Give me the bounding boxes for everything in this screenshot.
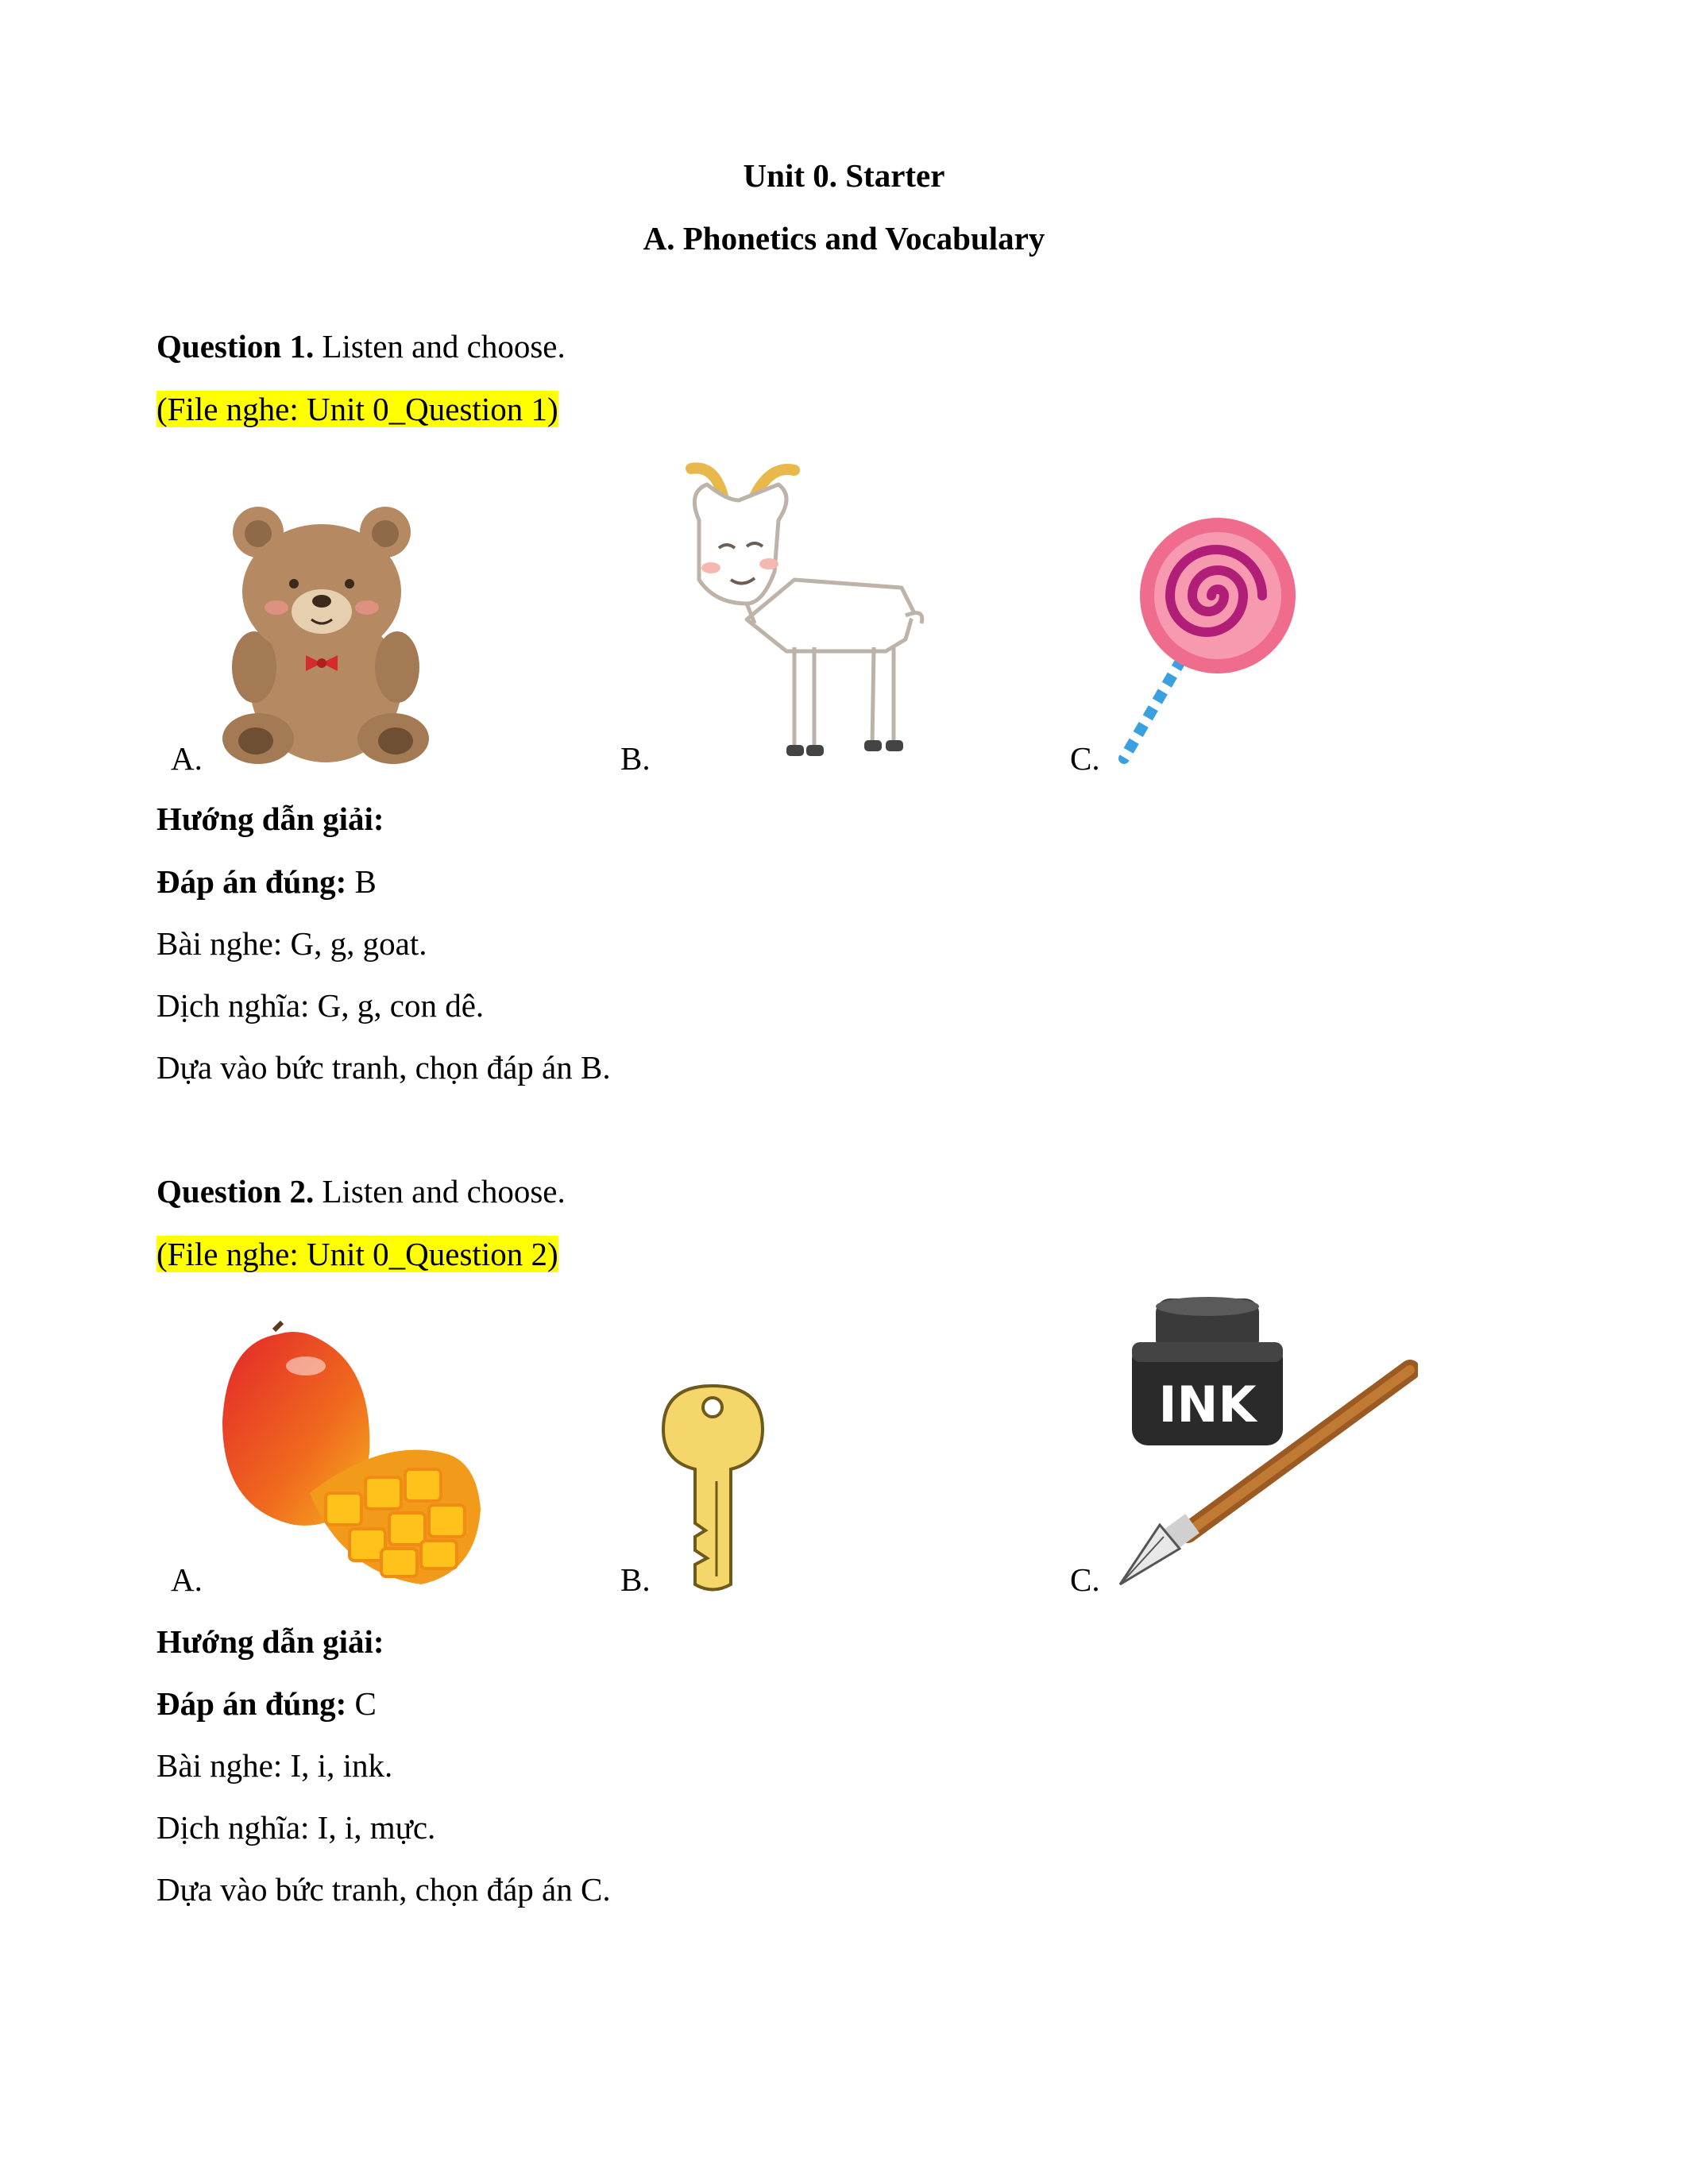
question-1-listening: Bài nghe: G, g, goat. <box>156 925 427 962</box>
question-1-translation: Dịch nghĩa: G, g, con dê. <box>156 987 485 1024</box>
question-2-heading: Question 2. Listen and choose. <box>156 1173 566 1210</box>
question-1-file-note[interactable]: (File nghe: Unit 0_Question 1) <box>156 391 558 427</box>
ink-and-pen-icon <box>1116 1295 1418 1588</box>
key-icon <box>659 1382 767 1592</box>
teddy-bear-icon <box>222 500 429 766</box>
question-1-guide-label: Hướng dẫn giải: <box>156 801 384 837</box>
question-1-option-c[interactable]: C. <box>1070 740 1100 777</box>
question-2-translation: Dịch nghĩa: I, i, mực. <box>156 1809 436 1846</box>
ink-label-art: INK <box>1158 1376 1257 1433</box>
question-2-answer: Đáp án đúng: C <box>156 1685 377 1722</box>
question-1-option-a[interactable]: A. <box>171 740 203 777</box>
question-2-listening: Bài nghe: I, i, ink. <box>156 1747 393 1784</box>
question-2-option-c[interactable]: C. <box>1070 1561 1100 1598</box>
question-2-file-note[interactable]: (File nghe: Unit 0_Question 2) <box>156 1236 558 1272</box>
lollipop-icon <box>1108 516 1315 766</box>
section-title: A. Phonetics and Vocabulary <box>643 220 1045 257</box>
question-2-guide-label: Hướng dẫn giải: <box>156 1623 384 1660</box>
question-1-heading: Question 1. Listen and choose. <box>156 328 566 365</box>
question-1-option-b[interactable]: B. <box>620 740 651 777</box>
question-2-explanation: Dựa vào bức tranh, chọn đáp án C. <box>156 1871 611 1908</box>
question-2-option-a[interactable]: A. <box>171 1561 203 1598</box>
question-2-option-b[interactable]: B. <box>620 1561 651 1598</box>
mango-icon <box>222 1318 489 1592</box>
unit-title: Unit 0. Starter <box>743 157 945 194</box>
question-1-explanation: Dựa vào bức tranh, chọn đáp án B. <box>156 1049 611 1086</box>
question-1-answer: Đáp án đúng: B <box>156 863 377 900</box>
goat-icon <box>667 453 929 766</box>
